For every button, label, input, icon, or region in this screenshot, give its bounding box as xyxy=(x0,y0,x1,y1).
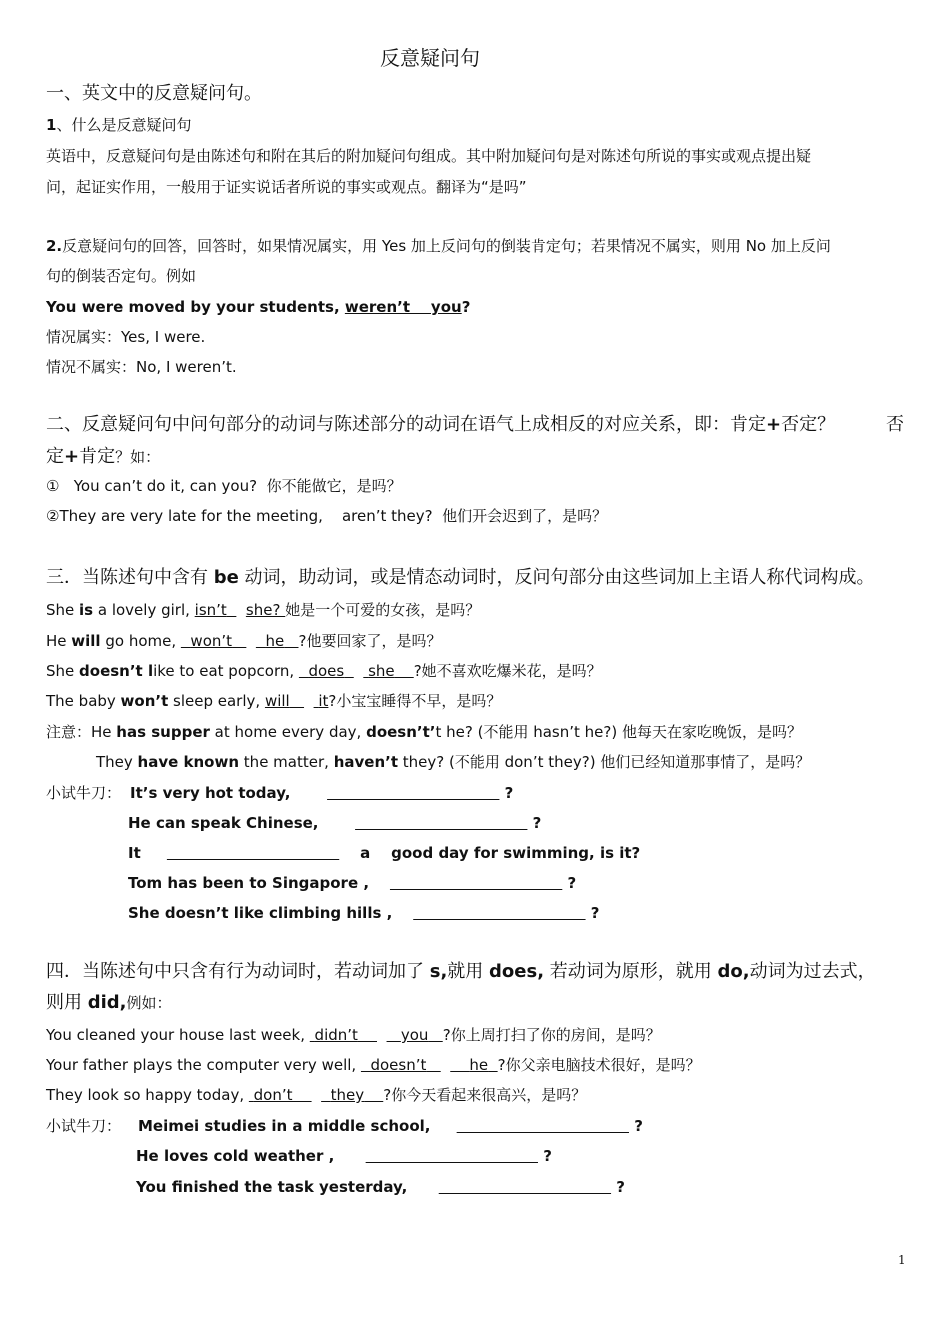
s2-e2-mark: ② xyxy=(46,507,60,525)
r2-lead xyxy=(181,632,191,650)
s4t1-text: Meimei studies in a middle school, xyxy=(138,1117,431,1135)
r2-cn: ?他要回家了，是吗？ xyxy=(298,632,442,650)
section-3-heading xyxy=(46,566,875,590)
s2-example-2 xyxy=(46,506,607,526)
s4r1-lead-2 xyxy=(387,1026,401,1044)
answer-yes-text: Yes, I were. xyxy=(121,328,206,346)
s4-row-2 xyxy=(46,1055,701,1075)
section-4-line-1 xyxy=(46,960,876,984)
n1-c: at home every day, xyxy=(209,723,367,741)
s2-line2-b: 肯定 xyxy=(79,446,116,467)
s2-plus-2: + xyxy=(64,446,80,467)
r3-tail xyxy=(344,662,354,680)
s4-row-1 xyxy=(46,1025,661,1045)
r1-cn: 她是一个可爱的女孩，是吗？ xyxy=(285,601,481,619)
s4-h-d: 动词为过去式， xyxy=(749,961,876,982)
r1-gap xyxy=(227,601,237,619)
s4r2-a: Your father plays the computer very well, xyxy=(46,1056,361,1074)
s3-row-3 xyxy=(46,661,602,681)
s4t3-end: ? xyxy=(616,1178,625,1196)
r3-tail-2 xyxy=(395,662,414,680)
s4t2-blank xyxy=(366,1146,538,1166)
s3-row-1 xyxy=(46,600,480,620)
t5-blank xyxy=(413,903,585,923)
s4-try-2 xyxy=(136,1146,552,1166)
r2-a: He xyxy=(46,632,72,650)
s2-e1-mark: ① xyxy=(46,477,60,495)
s4r1-tag-verb: didn’t xyxy=(314,1026,358,1044)
s3-try-1 xyxy=(130,783,513,803)
question-1 xyxy=(46,115,191,135)
n2-e: they? (不能用 don’t they?) 他们已经知道那事情了，是吗？ xyxy=(398,753,811,771)
n2-c: the matter, xyxy=(239,753,334,771)
example-statement: You were moved by your students, xyxy=(46,298,345,316)
answer-no-label: 情况不属实： xyxy=(46,358,137,376)
s4t3-blank xyxy=(439,1177,611,1197)
r2-lead-2 xyxy=(256,632,266,650)
s4r2-tag-verb: doesn’t xyxy=(370,1056,427,1074)
s4t1-end: ? xyxy=(634,1117,643,1135)
s2-line2-a: 定 xyxy=(46,446,64,467)
s4t1-blank xyxy=(457,1116,629,1136)
t2-text: He can speak Chinese, xyxy=(128,814,319,832)
q2-text-c: 加上反问 xyxy=(766,237,831,255)
s4-h2-b: 例如： xyxy=(126,994,172,1012)
s3-try-5 xyxy=(128,903,600,923)
s4r1-tail-2 xyxy=(428,1026,442,1044)
r1-a: She xyxy=(46,601,80,619)
s4r2-tag-subject: he xyxy=(469,1056,489,1074)
paragraph-1-line-2: 问，起证实作用，一般用于证实说话者所说的事实或观点。翻译为“是吗” xyxy=(46,178,527,196)
s4-h-s: s, xyxy=(429,961,448,982)
s3-try-3 xyxy=(128,843,640,863)
r2-tail xyxy=(232,632,246,650)
s3-heading-be: be xyxy=(213,567,239,588)
s4r2-lead-2 xyxy=(450,1056,469,1074)
answer-yes-label: 情况属实： xyxy=(46,328,122,346)
s3-row-4 xyxy=(46,691,501,711)
n1-e: t he? (不能用 hasn’t he?) 他每天在家吃晚饭，是吗？ xyxy=(435,723,802,741)
s3-note-2 xyxy=(96,752,810,772)
r3-b: doesn’t l xyxy=(79,662,154,680)
s3-try-2 xyxy=(128,813,541,833)
example-end: ? xyxy=(461,298,471,316)
t2-end: ? xyxy=(532,814,542,832)
section-2-line-2 xyxy=(46,445,160,469)
answer-no xyxy=(46,357,237,377)
r2-tag-verb: won’t xyxy=(190,632,233,650)
r4-cn: ?小宝宝睡得不早，是吗？ xyxy=(328,692,502,710)
s4r1-a: You cleaned your house last week, xyxy=(46,1026,310,1044)
r4-tag-subject: it xyxy=(318,692,329,710)
s4-h-a: 四．当陈述句中只含有行为动词时，若动词加了 xyxy=(46,961,430,982)
t4-text: Tom has been to Singapore , xyxy=(128,874,370,892)
s2-plus-1: + xyxy=(766,414,782,435)
r4-a: The baby xyxy=(46,692,121,710)
section-2-line-1 xyxy=(46,413,904,437)
s4-h-does: does, xyxy=(489,961,545,982)
s4r2-cn: ?你父亲电脑技术很好，是吗？ xyxy=(497,1056,701,1074)
s4r2-tail xyxy=(426,1056,440,1074)
s4-h2-did: did, xyxy=(87,992,127,1013)
s3-heading-a: 三．当陈述句中含有 xyxy=(46,567,214,588)
t3-blank xyxy=(167,843,339,863)
t1-blank xyxy=(327,783,499,803)
r3-cn: ?她不喜欢吃爆米花，是吗？ xyxy=(413,662,602,680)
section-1-heading: 一、英文中的反意疑问句。 xyxy=(46,83,262,104)
r1-b: is xyxy=(79,601,94,619)
r4-c: sleep early, xyxy=(168,692,265,710)
r2-c: go home, xyxy=(100,632,181,650)
answer-yes xyxy=(46,327,205,347)
note-label: 注意： xyxy=(46,723,92,741)
r1-tag-subject: she? xyxy=(245,601,286,619)
r2-tail-2 xyxy=(284,632,298,650)
s3-try-label: 小试牛刀： xyxy=(46,784,122,802)
s4r3-tag-verb: don’t xyxy=(253,1086,293,1104)
s4t2-text: He loves cold weather , xyxy=(136,1147,335,1165)
s4r3-tail xyxy=(293,1086,312,1104)
s4r3-lead-2 xyxy=(321,1086,331,1104)
q2-number: 2. xyxy=(46,237,63,255)
paragraph-1-line-1: 英语中，反意疑问句是由陈述句和附在其后的附加疑问句组成。其中附加疑问句是对陈述句所说的事实或观点提出疑 xyxy=(46,147,812,165)
s4r1-tail xyxy=(358,1026,377,1044)
r2-tag-subject: he xyxy=(265,632,285,650)
r4-tail xyxy=(290,692,304,710)
s2-text-b: 否定？ xyxy=(781,414,836,435)
s4-h-b: 就用 xyxy=(447,961,490,982)
s3-row-2 xyxy=(46,631,441,651)
s3-note-1 xyxy=(46,722,802,742)
r3-tag-subject: she xyxy=(368,662,395,680)
s2-e1-en: You can’t do it, can you? xyxy=(73,477,258,495)
answer-no-text: No, I weren’t. xyxy=(136,358,237,376)
q2-no: No xyxy=(745,237,767,255)
question-2-line-1 xyxy=(46,236,831,256)
t5-end: ? xyxy=(590,904,600,922)
r1-tag-verb: isn’t xyxy=(194,601,227,619)
s3-try-4 xyxy=(128,873,576,893)
s2-text-a: 二、反意疑问句中问句部分的动词与陈述部分的动词在语气上成相反的对应关系，即：肯定 xyxy=(46,414,766,435)
s4t2-end: ? xyxy=(543,1147,552,1165)
s4r3-tag-subject: they xyxy=(330,1086,365,1104)
r3-a: She xyxy=(46,662,80,680)
t5-text: She doesn’t like climbing hills , xyxy=(128,904,393,922)
n1-d: doesn’t’ xyxy=(366,723,436,741)
s2-example-1 xyxy=(46,476,402,496)
q2-text-a: 反意疑问句的回答，回答时，如果情况属实，用 xyxy=(62,237,382,255)
n1-b: has supper xyxy=(116,723,210,741)
r2-b: will xyxy=(71,632,101,650)
s2-e2-en: They are very late for the meeting, aren’t they? xyxy=(59,507,433,525)
t2-blank xyxy=(355,813,527,833)
s2-text-c: 否 xyxy=(886,414,904,435)
s4-h-c: 若动词为原形，就用 xyxy=(544,961,718,982)
s4-try-label: 小试牛刀： xyxy=(46,1117,122,1135)
r3-c: ike to eat popcorn, xyxy=(153,662,299,680)
s4r3-tail-2 xyxy=(364,1086,383,1104)
r4-b: won’t xyxy=(120,692,169,710)
s4r2-tail-2 xyxy=(488,1056,498,1074)
s3-heading-b: 动词，助动词，或是情态动词时，反问句部分由这些词加上主语人称代词构成。 xyxy=(238,567,875,588)
q2-yes: Yes xyxy=(381,237,407,255)
question-2-line-2: 句的倒装否定句。例如 xyxy=(46,267,197,285)
s4-h2-a: 则用 xyxy=(46,992,88,1013)
t4-end: ? xyxy=(567,874,577,892)
n2-d: haven’t xyxy=(333,753,398,771)
example-sentence xyxy=(46,297,470,317)
t1-text: It’s very hot today, xyxy=(130,784,291,802)
q2-text-b: 加上反问句的倒装肯定句；若果情况不属实，则用 xyxy=(406,237,746,255)
section-4-line-2 xyxy=(46,991,172,1015)
s2-e1-cn: 你不能做它，是吗？ xyxy=(266,477,402,495)
example-tag: weren’t you xyxy=(344,298,462,316)
s4r1-tag-subject: you xyxy=(400,1026,429,1044)
s4-row-3 xyxy=(46,1085,586,1105)
s4t3-text: You finished the task yesterday, xyxy=(136,1178,408,1196)
s4-try-3 xyxy=(136,1177,625,1197)
n2-b: have known xyxy=(137,753,240,771)
q1-number: 1 xyxy=(46,116,57,134)
r3-tag-verb: does xyxy=(308,662,345,680)
s2-line2-c: ？如： xyxy=(115,448,161,466)
r4-tag-verb: will xyxy=(264,692,290,710)
s4r1-cn: ?你上周打扫了你的房间，是吗？ xyxy=(442,1026,661,1044)
s2-e2-cn: 他们开会迟到了，是吗？ xyxy=(442,507,608,525)
s4r3-cn: ?你今天看起来很高兴，是吗？ xyxy=(383,1086,587,1104)
s4-try-1 xyxy=(138,1116,643,1136)
t1-end: ? xyxy=(504,784,514,802)
n1-a: He xyxy=(91,723,117,741)
page-number: 1 xyxy=(898,1253,906,1267)
s4-h-do: do, xyxy=(717,961,750,982)
r1-c: a lovely girl, xyxy=(93,601,195,619)
n2-a: They xyxy=(96,753,138,771)
t3-text: It xyxy=(128,844,141,862)
t3-rest: a good day for swimming, is it? xyxy=(360,844,641,862)
q1-text: 、什么是反意疑问句 xyxy=(56,116,192,134)
doc-title: 反意疑问句 xyxy=(380,46,480,70)
t4-blank xyxy=(390,873,562,893)
s4r3-a: They look so happy today, xyxy=(46,1086,249,1104)
